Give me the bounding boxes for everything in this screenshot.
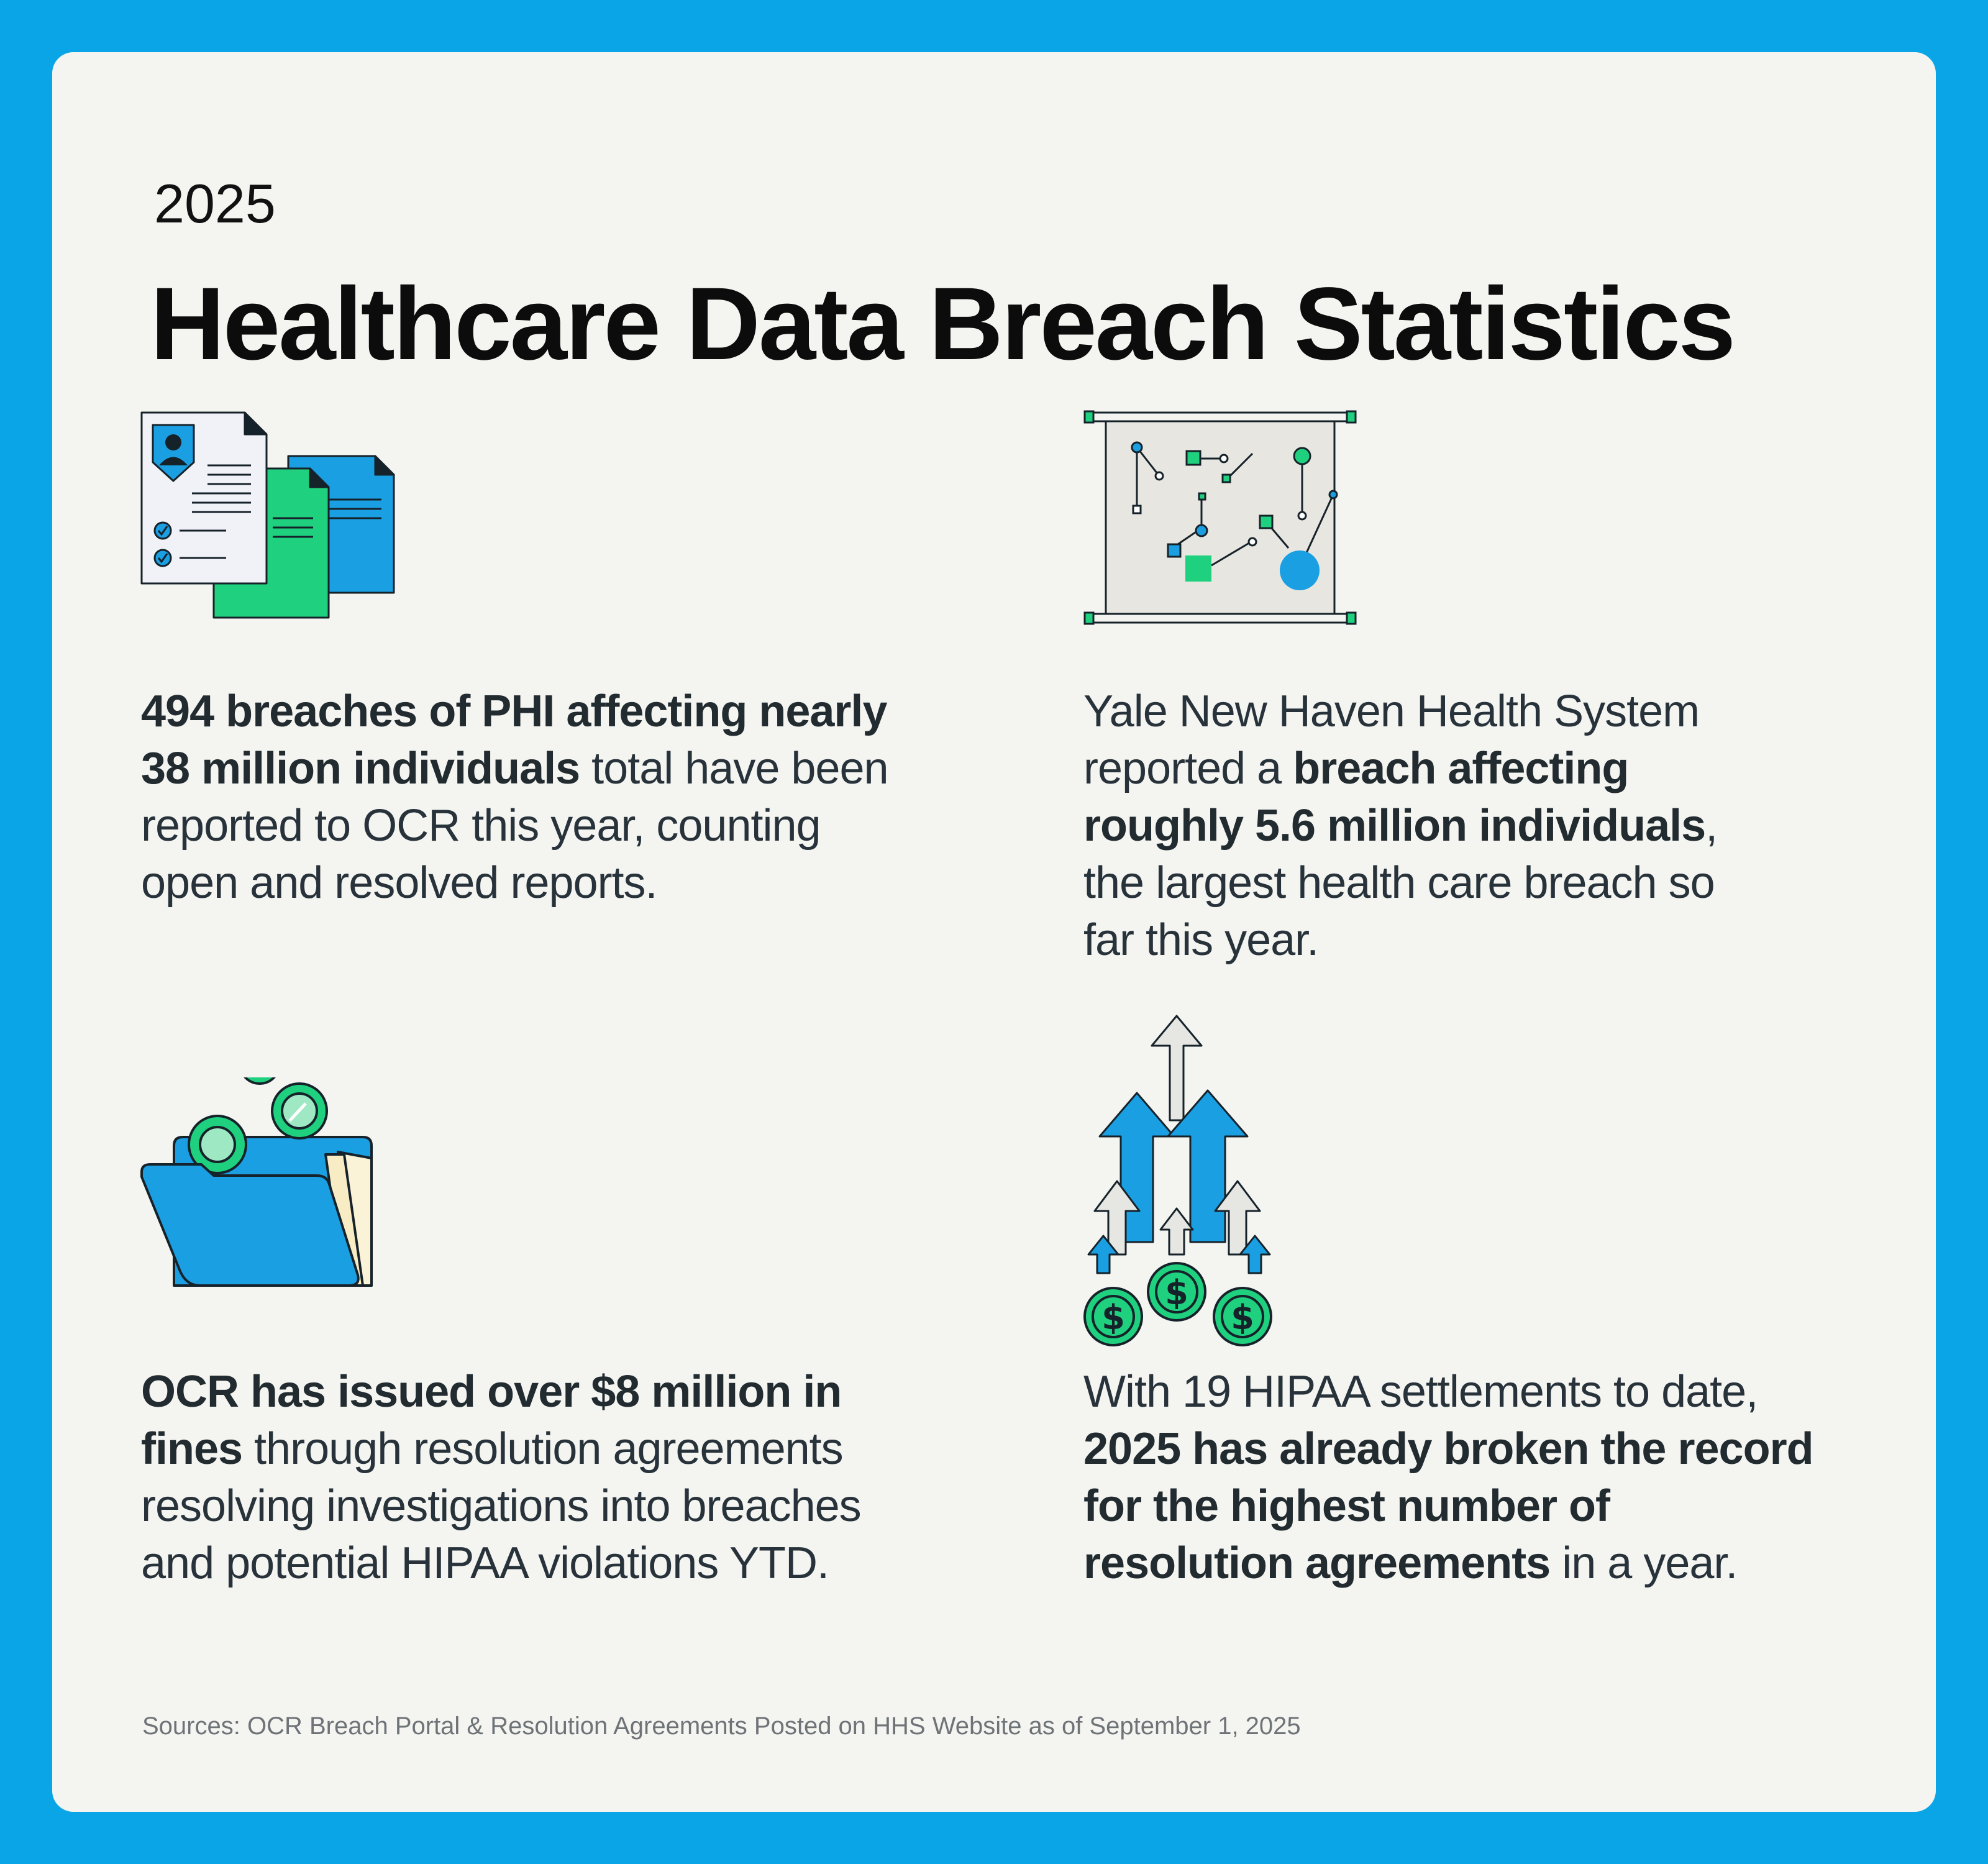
stat-text: through resolution agreements resolving investigations into breaches and potential HIPAA violations YTD.: [141, 1424, 861, 1588]
stat-highlight: 494 breaches of PHI affecting nearly 38 million individuals: [141, 687, 887, 793]
sources-note: Sources: OCR Breach Portal & Resolution Agreements Posted on HHS Website as of September 1, 2025: [142, 1712, 1301, 1740]
stat-settlements: [1083, 1363, 1829, 1592]
stat-breaches-total: [141, 683, 924, 911]
infographic-card: [52, 52, 1936, 1812]
svg-text:$: $: [1231, 1298, 1254, 1337]
rising-arrows-dollars-icon: [1083, 1006, 1288, 1354]
stat-text: With 19 HIPAA settlements to date,: [1083, 1367, 1758, 1417]
stat-fines: [141, 1363, 924, 1592]
stat-text: in a year.: [1550, 1538, 1738, 1588]
stat-text: , the largest health care breach so far this year.: [1083, 801, 1718, 965]
documents-icon: [139, 406, 400, 630]
network-board-icon: [1083, 406, 1363, 630]
svg-text:$: $: [1165, 1273, 1188, 1312]
folder-coins-icon: [139, 1077, 400, 1301]
stat-text: total have been reported to OCR this year, counting open and resolved reports.: [141, 744, 888, 908]
stat-highlight: 2025 has already broken the record for the highest number of resolution agreements: [1083, 1424, 1813, 1588]
year-label: 2025: [154, 173, 276, 234]
svg-text:$: $: [1101, 1298, 1125, 1337]
stat-text: Yale New Haven Health System reported a: [1083, 687, 1700, 793]
stat-largest-breach: [1083, 683, 1767, 969]
page-title: Healthcare Data Breach Statistics: [150, 267, 1734, 381]
stat-highlight: OCR has issued over $8 million in fines: [141, 1367, 842, 1474]
stat-highlight: breach affecting roughly 5.6 million individuals: [1083, 744, 1706, 851]
